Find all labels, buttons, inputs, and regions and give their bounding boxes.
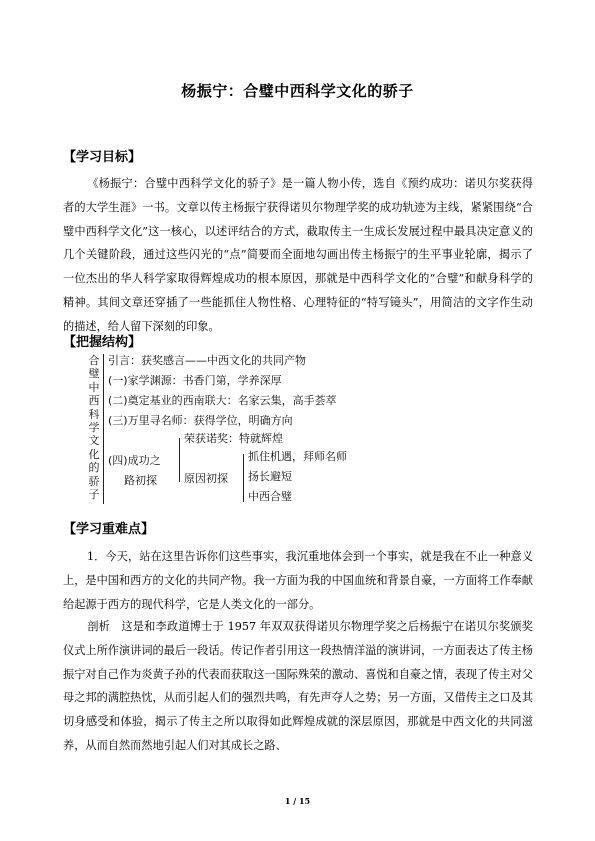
diagram-part1: (一)家学渊源：书香门第，学养深厚 [108,374,282,387]
diagram-reason1: 抓住机遇，拜师名师 [248,450,347,463]
section-heading-structure: 【把握结构】 [63,335,142,350]
diagram-part2: (二)奠定基业的西南联大：名家云集，高手荟萃 [108,394,337,407]
goals-paragraph [63,172,533,339]
goals-paragraph-text: 《杨振宁：合璧中西科学文化的骄子》是一篇人物小传，选自《预约成功：诺贝尔奖获得者的大学生涯》一书。文章以传主杨振宁获得诺贝尔物理学奖的成功轨迹为主线，紧紧围绕“合璧中西科学文化”这一核心，以述评结合的方式，截取传主一生成长发展过程中最具决定意义的几个关键阶段，通过这些闪光的“点”简要而全面地勾画出传主杨振宁的生平事业轮廓，揭示了一位杰出的华人科学家取得辉煌成功的根本原因，那就是中西科学文化的“合璧”和献身科学的精神。其间文章还穿插了一些能抓住人物性格、心理特征的“特写镜头”，用简洁的文字作生动的描述，给人留下深刻的印象。 [63,177,533,333]
section-heading-goals: 【学习目标】 [63,150,142,165]
diagram-reason3: 中西合璧 [248,490,292,503]
section-heading-key-points: 【学习重难点】 [63,522,155,537]
diagram-part3: (三)万里寻名师：获得学位，明确方向 [108,414,293,427]
key-points-paragraph-2-text: 剖析 这是和李政道博士于 1957 年双双获得诺贝尔物理学奖之后杨振宁在诺贝尔奖颁奖仪式上所作演讲词的最后一段话。传记作者引用这一段热情洋溢的演讲词，一方面表达了传主杨振宁对自己作为炎黄子孙的代表而获取这一国际殊荣的激动、喜悦和自豪之情，表现了传主对父母之邦的满腔热忱，从而引起人们的强烈共鸣，有先声夺人之势；另一方面，又借传主之口及其切身感受和体验，揭示了传主之所以取得如此辉煌成就的深层原因，那就是中西文化的共同滋养，从而自然而然地引起人们对其成长之路、 [63,620,533,752]
part4-bracket-line [179,438,180,482]
page-number: 1 / 15 [284,796,311,806]
page-title: 杨振宁：合璧中西科学文化的骄子 [181,82,414,100]
reasons-bracket-line [243,454,244,502]
diagram-reasons: 原因初探 [184,472,228,485]
diagram-reason2: 扬长避短 [248,470,292,483]
diagram-part4-label2: 路初探 [124,474,157,487]
diagram-vertical-title: 合璧中西科学文化的骄子 [88,354,100,502]
diagram-award: 荣获诺奖：特就辉煌 [184,432,283,445]
key-points-paragraph-2 [63,615,533,758]
structure-diagram [88,350,388,510]
main-bracket-line [103,354,104,504]
key-points-paragraph-1 [63,545,533,616]
diagram-intro: 引言：获奖感言——中西文化的共同产物 [108,354,306,367]
key-points-paragraph-1-text: 1．今天，站在这里告诉你们这些事实，我沉重地体会到一个事实，就是我在不止一种意义上，是中国和西方的文化的共同产物。我一方面为我的中国血统和背景自豪，一方面将工作奉献给起源于西方的现代科学，它是人类文化的一部分。 [63,550,533,611]
diagram-part4-label: (四)成功之 [108,454,161,467]
